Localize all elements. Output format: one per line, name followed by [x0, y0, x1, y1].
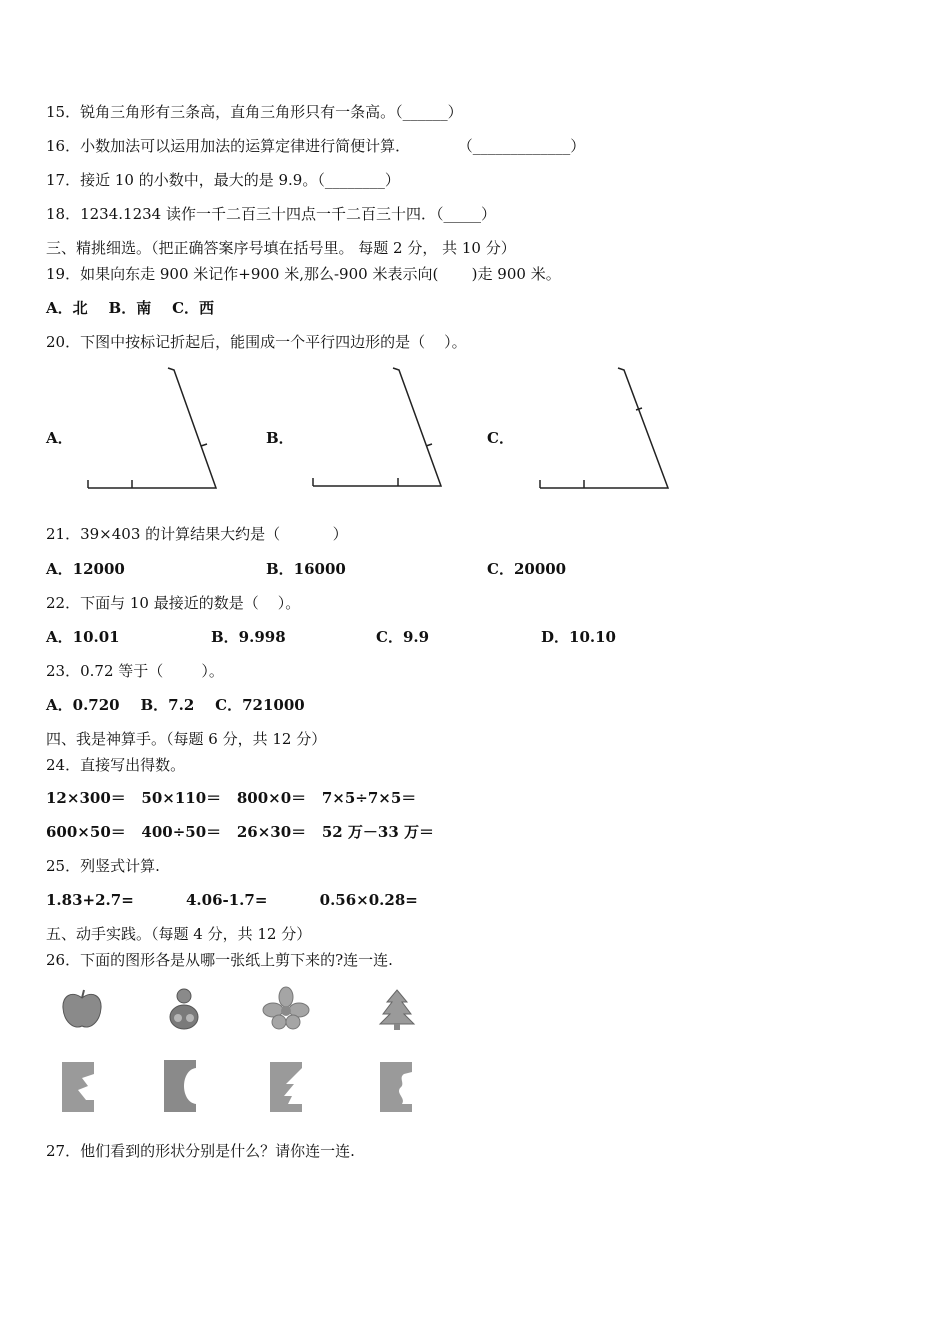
section-3-title: 三、精挑细选。（把正确答案序号填在括号里。 每题 2 分， 共 10 分） — [46, 239, 516, 257]
paper-sheet-4-icon — [376, 1060, 416, 1114]
gourd-shape-icon — [164, 986, 204, 1032]
q20-option-a-label: A． — [46, 429, 73, 447]
question-15: 15．锐角三角形有三条高，直角三角形只有一条高。（______） — [46, 103, 463, 121]
question-19: 19．如果向东走 900 米记作+900 米,那么-900 米表示向( )走 900 米。 — [46, 265, 561, 283]
question-17: 17．接近 10 的小数中，最大的是 9.9。（________） — [46, 171, 400, 189]
q24-row-2: 600×50＝ 400÷50＝ 26×30＝ 52 万－33 万＝ — [46, 823, 435, 841]
q21-option-b: B．16000 — [266, 560, 346, 578]
question-21: 21．39×403 的计算结果大约是（ ） — [46, 525, 348, 543]
paper-sheet-3-icon — [266, 1060, 306, 1114]
q20-figure-b — [305, 362, 450, 497]
question-18: 18．1234.1234 读作一千二百三十四点一千二百三十四．（_____） — [46, 205, 496, 223]
q22-option-d: D．10.10 — [541, 628, 616, 646]
question-19-options: A．北 B．南 C．西 — [46, 299, 215, 317]
q21-option-a: A．12000 — [46, 560, 125, 578]
question-25: 25．列竖式计算. — [46, 857, 160, 875]
question-22: 22．下面与 10 最接近的数是（ ）。 — [46, 594, 301, 612]
q22-option-c: C．9.9 — [376, 628, 430, 646]
question-24: 24．直接写出得数。 — [46, 756, 186, 774]
q20-option-b-label: B． — [266, 429, 294, 447]
q25-row: 1.83+2.7= 4.06-1.7= 0.56×0.28= — [46, 891, 418, 909]
q21-option-c: C．20000 — [487, 560, 567, 578]
section-4-title: 四、我是神算手。（每题 6 分，共 12 分） — [46, 730, 327, 748]
question-26: 26．下面的图形各是从哪一张纸上剪下来的?连一连. — [46, 951, 393, 969]
tree-shape-icon — [376, 988, 418, 1032]
paper-sheet-1-icon — [58, 1060, 98, 1114]
section-5-title: 五、动手实践。（每题 4 分，共 12 分） — [46, 925, 312, 943]
question-16: 16．小数加法可以运用加法的运算定律进行简便计算． （_____________） — [46, 137, 586, 155]
q24-row-1: 12×300＝ 50×110＝ 800×0＝ 7×5÷7×5＝ — [46, 789, 417, 807]
q22-option-b: B．9.998 — [211, 628, 286, 646]
question-23: 23．0.72 等于（ ）。 — [46, 662, 224, 680]
question-20: 20．下图中按标记折起后，能围成一个平行四边形的是（ ）。 — [46, 333, 467, 351]
flower-shape-icon — [262, 986, 310, 1030]
question-27: 27．他们看到的形状分别是什么？请你连一连. — [46, 1142, 355, 1160]
apple-shape-icon — [58, 988, 106, 1032]
question-23-options: A．0.720 B．7.2 C．721000 — [46, 696, 305, 714]
q20-option-c-label: C． — [487, 429, 514, 447]
q22-option-a: A．10.01 — [46, 628, 120, 646]
paper-sheet-2-icon — [160, 1058, 200, 1114]
q20-figure-c — [532, 362, 677, 497]
q20-figure-a — [80, 362, 225, 497]
